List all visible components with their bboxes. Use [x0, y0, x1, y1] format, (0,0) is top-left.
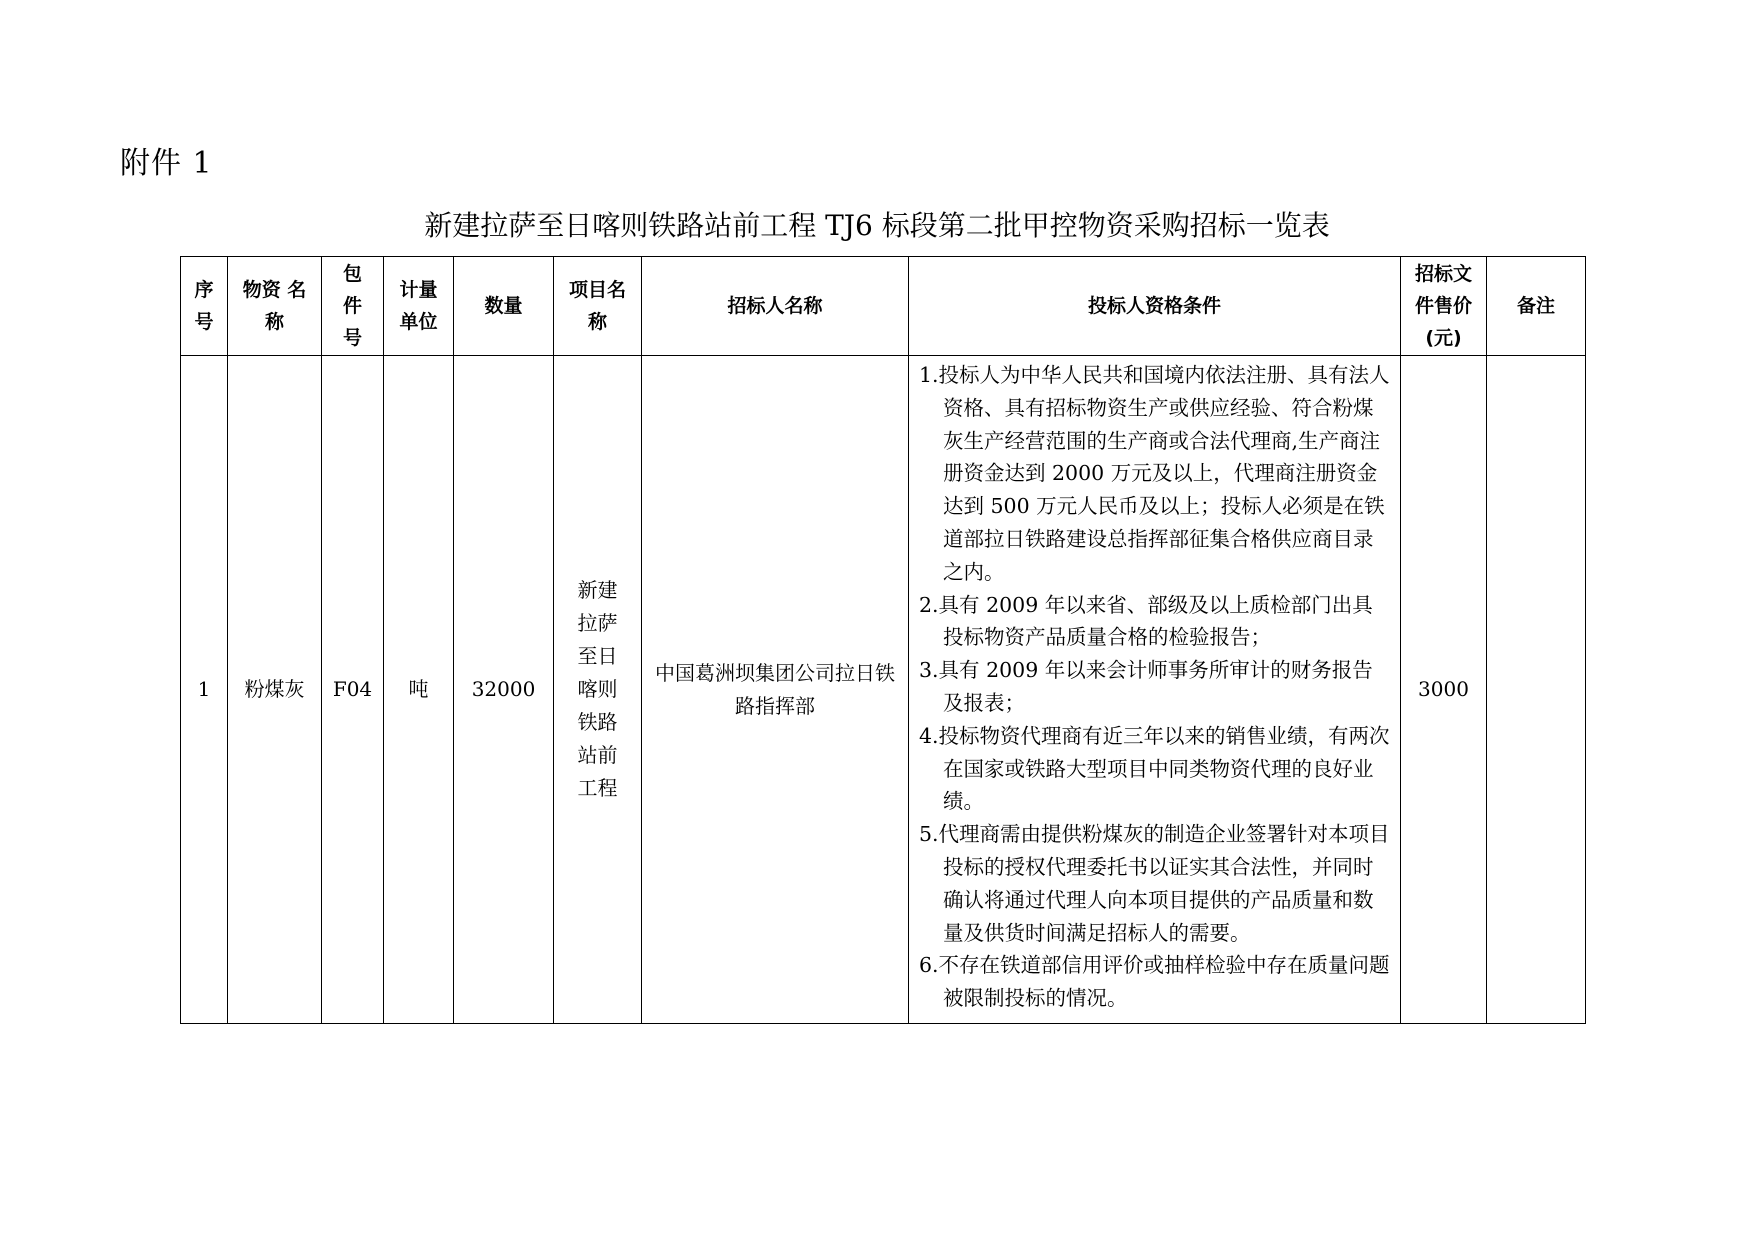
tenderer-name: 中国葛洲坝集团公司拉日铁路指挥部 — [655, 660, 895, 718]
header-package: 包件号 — [322, 257, 384, 356]
cell-price: 3000 — [1401, 356, 1487, 1024]
qualification-item: 1.投标人为中华人民共和国境内依法注册、具有法人资格、具有招标物资生产或供应经验、符合粉煤灰生产经营范围的生产商或合法代理商,生产商注册资金达到 2000 万元及以上，代理商注册资金达到 500 万元人民币及以上；投标人必须是在铁道部拉日铁路建设总指挥部征集合格供应商目录之内。 — [919, 363, 1390, 584]
qualification-item: 5.代理商需由提供粉煤灰的制造企业签署针对本项目投标的授权代理委托书以证实其合法性，并同时确认将通过代理人向本项目提供的产品质量和数量及供货时间满足招标人的需要。 — [919, 822, 1390, 945]
header-remarks: 备注 — [1487, 257, 1586, 356]
project-name: 新建拉萨至日喀则铁路站前工程 — [577, 578, 618, 800]
cell-remarks — [1487, 356, 1586, 1024]
cell-project — [554, 356, 642, 1024]
header-qualification: 投标人资格条件 — [909, 257, 1401, 356]
procurement-table — [180, 256, 1586, 1024]
header-project: 项目名称 — [554, 257, 642, 356]
cell-tenderer — [642, 356, 909, 1024]
header-tenderer: 招标人名称 — [642, 257, 909, 356]
cell-unit: 吨 — [384, 356, 454, 1024]
cell-package: F04 — [322, 356, 384, 1024]
cell-seq: 1 — [181, 356, 228, 1024]
table-header-row — [181, 257, 1586, 356]
header-price: 招标文件售价(元) — [1401, 257, 1487, 356]
header-unit: 计量单位 — [384, 257, 454, 356]
attachment-label: 附件 1 — [120, 146, 213, 181]
cell-quantity: 32000 — [454, 356, 554, 1024]
qualification-item: 3.具有 2009 年以来会计师事务所审计的财务报告及报表； — [919, 658, 1373, 715]
cell-qualification — [909, 356, 1401, 1024]
cell-material: 粉煤灰 — [228, 356, 322, 1024]
table-row — [181, 356, 1586, 1024]
header-material: 物资 名称 — [228, 257, 322, 356]
page-title: 新建拉萨至日喀则铁路站前工程 TJ6 标段第二批甲控物资采购招标一览表 — [424, 209, 1330, 242]
qualification-item: 4.投标物资代理商有近三年以来的销售业绩，有两次在国家或铁路大型项目中同类物资代理的良好业绩。 — [919, 723, 1390, 814]
qualification-item: 2.具有 2009 年以来省、部级及以上质检部门出具投标物资产品质量合格的检验报告； — [919, 592, 1373, 650]
header-seq: 序号 — [181, 257, 228, 356]
header-quantity: 数量 — [454, 257, 554, 356]
qualification-item: 6.不存在铁道部信用评价或抽样检验中存在质量问题被限制投标的情况。 — [919, 953, 1390, 1011]
